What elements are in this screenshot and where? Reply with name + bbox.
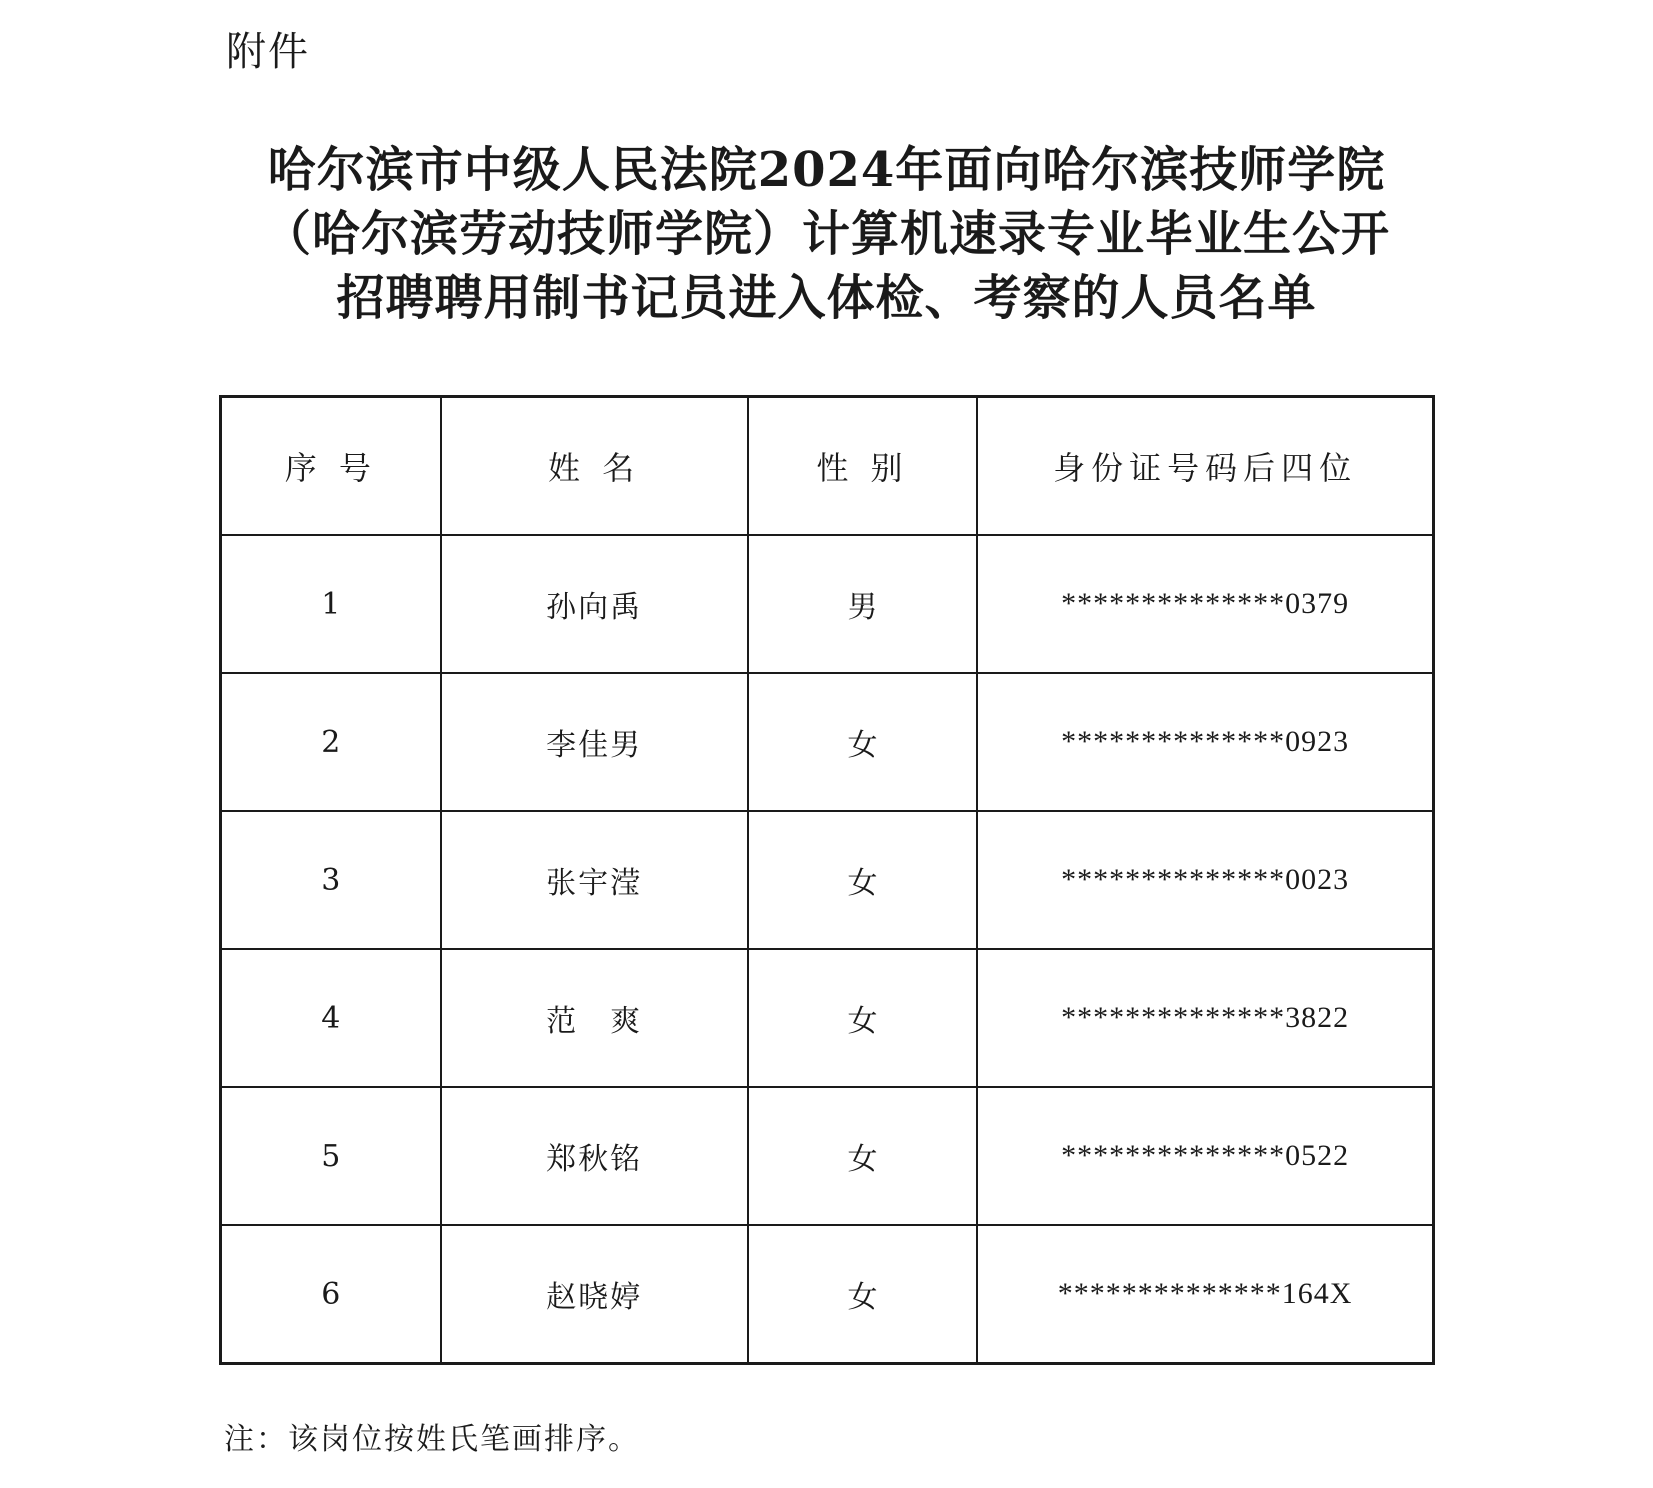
sorting-note: 注：该岗位按姓氏笔画排序。 (224, 1422, 640, 1457)
title-line-3: 招聘聘用制书记员进入体检、考察的人员名单 (336, 270, 1317, 326)
document-title (180, 138, 1473, 330)
row-number: 5 (221, 1087, 441, 1225)
table-row (221, 1225, 1434, 1364)
attachment-label: 附件 (226, 29, 310, 75)
row-gender: 女 (748, 673, 978, 811)
row-number: 4 (221, 949, 441, 1087)
header-gender: 性 别 (748, 397, 978, 536)
row-number: 1 (221, 535, 441, 673)
row-gender: 女 (748, 949, 978, 1087)
table-row (221, 535, 1434, 673)
row-name: 赵晓婷 (441, 1225, 748, 1364)
row-gender: 男 (748, 535, 978, 673)
row-gender: 女 (748, 1225, 978, 1364)
title-line-1: 哈尔滨市中级人民法院2024年面向哈尔滨技师学院 (267, 142, 1386, 198)
row-name: 孙向禹 (441, 535, 748, 673)
row-number: 3 (221, 811, 441, 949)
title-line-2: （哈尔滨劳动技师学院）计算机速录专业毕业生公开 (262, 206, 1390, 262)
table-row (221, 811, 1434, 949)
row-id-suffix: **************164X (977, 1225, 1433, 1364)
table-row (221, 673, 1434, 811)
row-name: 张宇滢 (441, 811, 748, 949)
table-header-row (221, 397, 1434, 536)
table-row (221, 949, 1434, 1087)
row-id-suffix: **************0379 (977, 535, 1433, 673)
row-id-suffix: **************3822 (977, 949, 1433, 1087)
row-id-suffix: **************0023 (977, 811, 1433, 949)
row-gender: 女 (748, 811, 978, 949)
row-name: 范 爽 (441, 949, 748, 1087)
row-id-suffix: **************0923 (977, 673, 1433, 811)
row-number: 6 (221, 1225, 441, 1364)
header-name: 姓 名 (441, 397, 748, 536)
row-gender: 女 (748, 1087, 978, 1225)
row-id-suffix: **************0522 (977, 1087, 1433, 1225)
row-number: 2 (221, 673, 441, 811)
row-name: 郑秋铭 (441, 1087, 748, 1225)
row-name: 李佳男 (441, 673, 748, 811)
header-id-suffix: 身份证号码后四位 (977, 397, 1433, 536)
candidate-roster-table (219, 395, 1435, 1365)
header-number: 序 号 (221, 397, 441, 536)
table-row (221, 1087, 1434, 1225)
